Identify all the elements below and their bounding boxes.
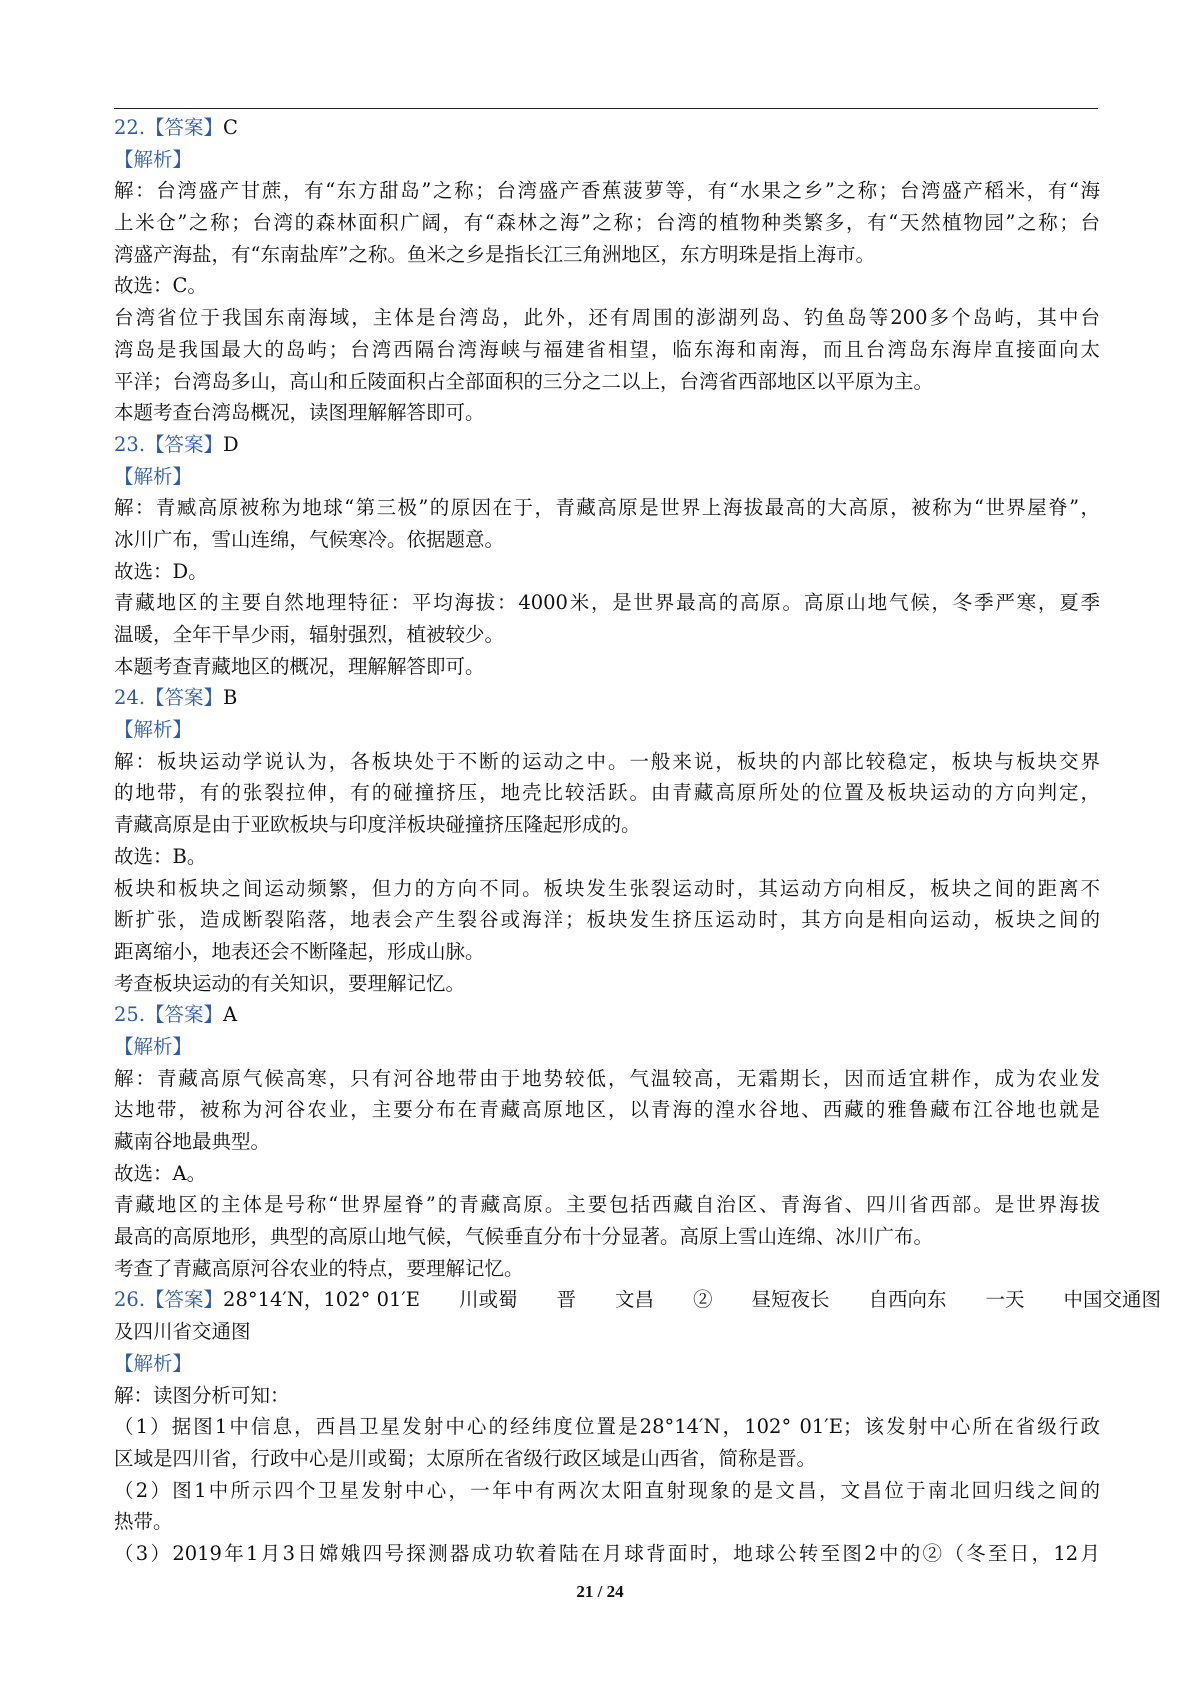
q25-line: 考查了青藏高原河谷农业的特点，要理解记忆。 bbox=[114, 1256, 524, 1280]
q24-answer: B bbox=[223, 686, 238, 710]
q26-answer: 28°14′N，102° 01′E 川或蜀 晋 文昌 ② 昼短夜长 自西向东 一天 中国交通图 bbox=[223, 1288, 1162, 1312]
q22-number: 22. bbox=[114, 116, 146, 139]
q24-line: 故选：B。 bbox=[114, 844, 207, 868]
q25-answer-line bbox=[114, 999, 1100, 1031]
q24-number: 24. bbox=[114, 686, 146, 710]
q23-line: 解：青臧高原被称为地球“第三极”的原因在于，青藏高原是世界上海拔最高的大高原，被称为“世界屋脊”， bbox=[114, 496, 1100, 520]
q23-answer-tag: 【答案】 bbox=[145, 432, 224, 456]
q26-line: 区域是四川省，行政中心是川或蜀；太原所在省级行政区域是山西省，简称是晋。 bbox=[114, 1446, 817, 1470]
q22-line: 上米仓”之称；台湾的森林面积广阔，有“森林之海”之称；台湾的植物种类繁多，有“天然植物园”之称；台 bbox=[114, 211, 1100, 235]
q25-line: 解：青藏高原气候高寒，只有河谷地带由于地势较低，气温较高，无霜期长，因而适宜耕作，成为农业发 bbox=[114, 1066, 1100, 1090]
page-number: 21 / 24 bbox=[576, 1582, 624, 1601]
q25-line: 故选：A。 bbox=[114, 1161, 207, 1185]
q25-line: 藏南谷地最典型。 bbox=[114, 1130, 271, 1153]
q26-line: （1）据图1中信息，西昌卫星发射中心的经纬度位置是28°14′N，102° 01′E；该发射中心所在省级行政 bbox=[114, 1415, 1100, 1439]
header-rule bbox=[114, 108, 1098, 109]
q26-line: 解：读图分析可知： bbox=[114, 1383, 290, 1407]
q22-line: 平洋；台湾岛多山，高山和丘陵面积占全部面积的三分之二以上，台湾省西部地区以平原为主。 bbox=[114, 369, 934, 393]
q24-line: 解：板块运动学说认为，各板块处于不断的运动之中。一般来说，板块的内部比较稳定，板块与板块交界 bbox=[114, 749, 1100, 773]
q22-answer-tag: 【答案】 bbox=[145, 116, 224, 139]
q24-answer-line bbox=[114, 682, 1100, 714]
q22-line: 湾岛是我国最大的岛屿；台湾西隔台湾海峡与福建省相望，临东海和南海，而且台湾岛东海岸直接面向太 bbox=[114, 337, 1100, 361]
q22-answer: C bbox=[223, 116, 238, 139]
q23-answer-line bbox=[114, 429, 1100, 461]
q23-answer: D bbox=[223, 432, 239, 456]
q25-answer-tag: 【答案】 bbox=[145, 1003, 224, 1027]
q23-line: 温暖，全年干旱少雨，辐射强烈，植被较少。 bbox=[114, 623, 505, 646]
q24-line: 距离缩小，地表还会不断隆起，形成山脉。 bbox=[114, 939, 485, 963]
q24-answer-tag: 【答案】 bbox=[145, 686, 224, 710]
q26-line: （2）图1中所示四个卫星发射中心，一年中有两次太阳直射现象的是文昌，文昌位于南北回归线之间的 bbox=[114, 1478, 1100, 1502]
q25-line: 青藏地区的主体是号称“世界屋脊”的青藏高原。主要包括西藏自治区、青海省、四川省西部。是世界海拔 bbox=[114, 1193, 1100, 1217]
q24-line: 的地带，有的张裂拉伸，有的碰撞挤压，地壳比较活跃。由青藏高原所处的位置及板块运动的方向判定， bbox=[114, 781, 1100, 805]
q22-line: 故选：C。 bbox=[114, 274, 207, 298]
q26-analysis-tag: 【解析】 bbox=[114, 1351, 193, 1375]
q26-answer-cont: 及四川省交通图 bbox=[114, 1320, 251, 1344]
q23-line: 故选：D。 bbox=[114, 559, 208, 583]
q22-analysis-tag: 【解析】 bbox=[114, 147, 193, 171]
q22-line: 解：台湾盛产甘蔗，有“东方甜岛”之称；台湾盛产香蕉菠萝等，有“水果之乡”之称；台湾盛产稻米，有“海 bbox=[114, 179, 1100, 203]
q25-line: 达地带，被称为河谷农业，主要分布在青藏高原地区，以青海的湟水谷地、西藏的雅鲁藏布江谷地也就是 bbox=[114, 1098, 1100, 1122]
q23-analysis-tag: 【解析】 bbox=[114, 464, 193, 488]
q24-line: 断扩张，造成断裂陷落，地表会产生裂谷或海洋；板块发生挤压运动时，其方向是相向运动，板块之间的 bbox=[114, 908, 1100, 932]
q26-number: 26. bbox=[114, 1288, 146, 1312]
q26-answer-tag: 【答案】 bbox=[145, 1288, 224, 1312]
q25-analysis-tag: 【解析】 bbox=[114, 1034, 193, 1058]
q24-line: 板块和板块之间运动频繁，但力的方向不同。板块发生张裂运动时，其运动方向相反，板块之间的距离不 bbox=[114, 876, 1100, 900]
q24-line: 青藏高原是由于亚欧板块与印度洋板块碰撞挤压隆起形成的。 bbox=[114, 813, 641, 837]
q24-analysis-tag: 【解析】 bbox=[114, 718, 193, 742]
q22-line: 湾盛产海盐，有“东南盐库”之称。鱼米之乡是指长江三角洲地区，东方明珠是指上海市。 bbox=[114, 242, 875, 266]
q26-line: 热带。 bbox=[114, 1510, 173, 1534]
q25-line: 最高的高原地形，典型的高原山地气候，气候垂直分布十分显著。高原上雪山连绵、冰川广布。 bbox=[114, 1225, 934, 1249]
q26-answer-line bbox=[114, 1284, 1162, 1316]
answer-document bbox=[114, 112, 1162, 1570]
q23-number: 23. bbox=[114, 432, 146, 456]
q26-line: （3）2019年1月3日嫦娥四号探测器成功软着陆在月球背面时，地球公转至图2中的②（冬至日，12月 bbox=[114, 1541, 1100, 1565]
q25-answer: A bbox=[223, 1003, 238, 1027]
q25-number: 25. bbox=[114, 1003, 146, 1027]
q23-line: 青藏地区的主要自然地理特征：平均海拔：4000米，是世界最高的高原。高原山地气候，冬季严寒，夏季 bbox=[114, 591, 1100, 615]
q24-line: 考查板块运动的有关知识，要理解记忆。 bbox=[114, 971, 466, 995]
q22-line: 台湾省位于我国东南海域，主体是台湾岛，此外，还有周围的澎湖列岛、钓鱼岛等200多个岛屿，其中台 bbox=[114, 306, 1100, 330]
q23-line: 本题考查青藏地区的概况，理解解答即可。 bbox=[114, 654, 485, 678]
q22-answer-line bbox=[114, 112, 1100, 144]
q22-line: 本题考查台湾岛概况，读图理解解答即可。 bbox=[114, 401, 485, 425]
q23-line: 冰川广布，雪山连绵，气候寒冷。依据题意。 bbox=[114, 527, 505, 551]
